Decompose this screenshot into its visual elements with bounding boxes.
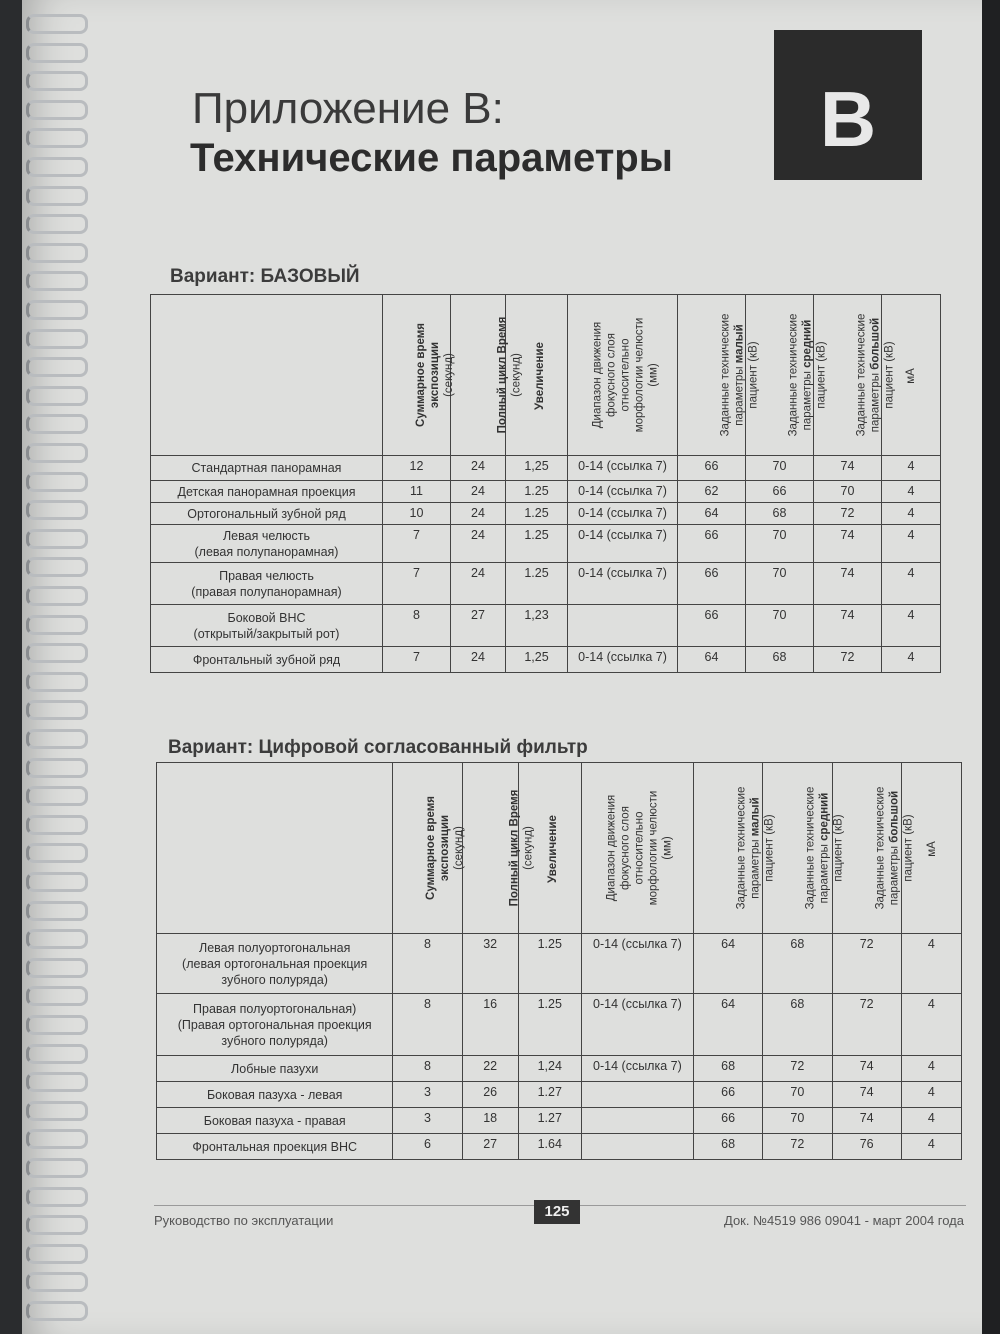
table-row: [157, 994, 962, 1056]
table-cell: [581, 1108, 693, 1134]
row-label-line: Ортогональный зубной ряд: [187, 506, 346, 521]
column-header-line: мА: [925, 840, 938, 857]
column-header-line: Увеличение: [533, 341, 546, 410]
row-label-line: (правая полупанорамная): [191, 584, 342, 599]
column-header-line: пациент (кВ): [883, 341, 896, 409]
spiral-ring: [26, 443, 88, 463]
column-header-line: пациент (кВ): [901, 814, 914, 882]
table-cell: 0-14 (ссылка 7): [568, 503, 678, 525]
column-header-text: [414, 323, 456, 427]
column-header-line: пациент (кВ): [815, 341, 828, 409]
column-header-line: Суммарное время: [425, 796, 438, 900]
table-row: [157, 1134, 962, 1160]
row-label: [151, 503, 383, 525]
table-cell: [568, 605, 678, 647]
column-header-line: параметры средний: [801, 319, 814, 431]
table-cell: 0-14 (ссылка 7): [568, 525, 678, 563]
table-cell: 74: [832, 1108, 901, 1134]
row-label: [157, 994, 393, 1056]
table-cell: 8: [383, 605, 451, 647]
row-label: [157, 934, 393, 994]
spiral-ring: [26, 386, 88, 406]
table-cell: 76: [832, 1134, 901, 1160]
column-header: [693, 763, 776, 934]
table-cell: 1,25: [506, 647, 568, 673]
table-cell: 70: [763, 1108, 832, 1134]
column-header-text: [604, 791, 674, 906]
table-cell: 22: [462, 1056, 518, 1082]
column-header-line: Диапазон движения: [591, 321, 604, 429]
table-row: [151, 647, 941, 673]
column-header-line: (мм): [661, 836, 674, 860]
spiral-ring: [26, 472, 88, 492]
column-header-text: [734, 787, 776, 910]
table-cell: 66: [693, 1082, 762, 1108]
table-row: [157, 934, 962, 994]
table-cell: 24: [451, 503, 506, 525]
table-row: [151, 605, 941, 647]
table-cell: 4: [882, 481, 941, 503]
column-header: [581, 763, 693, 934]
table-cell: 72: [832, 994, 901, 1056]
table-cell: 11: [383, 481, 451, 503]
column-header-line: Полный цикл Время: [496, 316, 509, 434]
row-label: [157, 1082, 393, 1108]
table-row: [151, 525, 941, 563]
table-cell: 27: [451, 605, 506, 647]
table-cell: 1.27: [518, 1082, 581, 1108]
spiral-ring: [26, 1044, 88, 1064]
table-cell: 70: [814, 481, 882, 503]
spiral-ring: [26, 557, 88, 577]
column-header-line: морфологии челюсти: [647, 790, 660, 906]
spiral-ring: [26, 271, 88, 291]
desk-edge: [982, 0, 1000, 1334]
row-label-line: Лобные пазухи: [231, 1061, 319, 1076]
table-cell: 1.64: [518, 1134, 581, 1160]
table-cell: 0-14 (ссылка 7): [568, 456, 678, 481]
table-cell: 68: [763, 934, 832, 994]
table-cell: 7: [383, 563, 451, 605]
row-label-line: Боковая пазуха - правая: [203, 1113, 346, 1128]
table-cell: 32: [462, 934, 518, 994]
column-header-text: [507, 790, 535, 907]
row-label: [151, 525, 383, 563]
spiral-ring: [26, 958, 88, 978]
column-header-line: Заданные технические: [873, 786, 886, 910]
row-label-line: Боковой ВНС: [227, 610, 306, 625]
table-cell: 4: [882, 605, 941, 647]
spiral-ring: [26, 843, 88, 863]
column-header-line: параметры большой: [869, 317, 882, 433]
row-label-line: Детская панорамная проекция: [177, 484, 356, 499]
column-header-line: пациент (кВ): [832, 814, 845, 882]
column-header-line: мА: [904, 367, 917, 384]
table-cell: 0-14 (ссылка 7): [581, 994, 693, 1056]
column-header-line: параметры средний: [818, 792, 831, 904]
row-label-line: Боковая пазуха - левая: [206, 1087, 343, 1102]
spiral-ring: [26, 1129, 88, 1149]
column-header-line: Заданные технические: [804, 786, 817, 910]
spiral-ring: [26, 1015, 88, 1035]
row-label-line: зубного полуряда): [221, 972, 328, 987]
table-cell: 1.25: [518, 934, 581, 994]
table-cell: 26: [462, 1082, 518, 1108]
column-header-text: [546, 815, 560, 883]
table-cell: 66: [678, 605, 746, 647]
column-header-line: Увеличение: [546, 814, 559, 883]
spiral-ring: [26, 414, 88, 434]
row-label-line: (левая ортогональная проекция: [182, 956, 368, 971]
table-cell: 70: [746, 456, 814, 481]
spiral-ring: [26, 1072, 88, 1092]
page-number: 125: [534, 1200, 580, 1224]
spiral-ring: [26, 615, 88, 635]
column-header-text: [424, 796, 466, 900]
row-label-line: зубного полуряда): [221, 1033, 328, 1048]
column-header-line: Суммарное время: [414, 323, 427, 427]
manual-page: [22, 0, 982, 1334]
table-cell: 4: [901, 934, 961, 994]
spiral-ring: [26, 1301, 88, 1321]
column-header-emphasis: средний: [818, 792, 831, 841]
spiral-ring: [26, 214, 88, 234]
spiral-ring: [26, 300, 88, 320]
table-cell: 68: [763, 994, 832, 1056]
spiral-ring: [26, 929, 88, 949]
column-header-line: параметры большой: [887, 790, 900, 906]
table-cell: [581, 1082, 693, 1108]
table-cell: 7: [383, 525, 451, 563]
column-header-line: экспозиции: [439, 814, 452, 882]
column-header-line: параметры малый: [749, 797, 762, 899]
row-label-line: Стандартная панорамная: [191, 461, 342, 475]
table-cell: 70: [746, 525, 814, 563]
table-cell: 8: [393, 1056, 462, 1082]
table-cell: 68: [693, 1056, 762, 1082]
table-cell: 64: [693, 994, 762, 1056]
table-header-row: [151, 295, 941, 456]
table-cell: 72: [763, 1134, 832, 1160]
spiral-ring: [26, 901, 88, 921]
table-cell: 24: [451, 481, 506, 503]
table-cell: 74: [832, 1082, 901, 1108]
spiral-ring: [26, 14, 88, 34]
table-row: [157, 1108, 962, 1134]
row-label-line: Правая полуортогональная): [193, 1001, 357, 1016]
spiral-ring: [26, 71, 88, 91]
table-cell: 1.27: [518, 1108, 581, 1134]
table-cell: 1.25: [506, 525, 568, 563]
column-header-line: относительно: [619, 338, 632, 412]
variant-heading-basic: Вариант: БАЗОВЫЙ: [170, 266, 360, 287]
appendix-tab: B: [774, 30, 922, 180]
column-header-line: Заданные технические: [719, 313, 732, 437]
column-header: [568, 295, 678, 456]
table-cell: 24: [451, 456, 506, 481]
spiral-ring: [26, 1215, 88, 1235]
spiral-ring: [26, 786, 88, 806]
table-cell: 4: [882, 563, 941, 605]
spiral-ring: [26, 586, 88, 606]
table-cell: 0-14 (ссылка 7): [581, 934, 693, 994]
table-cell: 1,23: [506, 605, 568, 647]
table-cell: 66: [693, 1108, 762, 1134]
row-label-line: Левая полуортогональная: [199, 940, 351, 955]
table-cell: 74: [814, 563, 882, 605]
column-header-line: (мм): [647, 363, 660, 387]
table-cell: 3: [393, 1082, 462, 1108]
column-header-line: (секунд): [442, 353, 455, 397]
spiral-ring: [26, 758, 88, 778]
spiral-ring: [26, 243, 88, 263]
spiral-ring: [26, 700, 88, 720]
spec-table-basic: [150, 294, 941, 673]
table-cell: 68: [693, 1134, 762, 1160]
column-header-text: [904, 368, 918, 384]
spiral-ring: [26, 157, 88, 177]
table-row: [157, 1082, 962, 1108]
table-cell: 72: [832, 934, 901, 994]
row-label-line: (Правая ортогональная проекция: [177, 1017, 372, 1032]
table-header-row: [157, 763, 962, 934]
table-cell: 0-14 (ссылка 7): [568, 563, 678, 605]
row-label-line: Левая челюсть: [222, 528, 311, 543]
column-header-line: морфологии челюсти: [633, 317, 646, 433]
column-header-emphasis: малый: [733, 324, 746, 364]
spiral-ring: [26, 872, 88, 892]
row-label: [151, 481, 383, 503]
column-header-line: Заданные технические: [855, 313, 868, 437]
table-cell: 74: [814, 605, 882, 647]
column-header: [678, 295, 760, 456]
spiral-ring: [26, 1187, 88, 1207]
row-label: [157, 1108, 393, 1134]
table-cell: 72: [814, 647, 882, 673]
column-header-line: экспозиции: [428, 341, 441, 409]
table-cell: 66: [746, 481, 814, 503]
table-row: [157, 1056, 962, 1082]
table-cell: 1,24: [518, 1056, 581, 1082]
table-cell: 1,25: [506, 456, 568, 481]
column-header-line: фокусного слоя: [619, 806, 632, 890]
footer-doc-number: Док. №4519 986 09041 - март 2004 года: [724, 1213, 964, 1228]
column-header-blank: [157, 763, 393, 934]
appendix-title: Технические параметры: [190, 136, 673, 180]
table-cell: 18: [462, 1108, 518, 1134]
table-cell: 8: [393, 934, 462, 994]
table-cell: 68: [746, 647, 814, 673]
table-row: [151, 503, 941, 525]
table-row: [151, 563, 941, 605]
column-header-line: Заданные технические: [735, 786, 748, 910]
spiral-ring: [26, 43, 88, 63]
spiral-ring: [26, 1158, 88, 1178]
spiral-ring: [26, 529, 88, 549]
table-cell: 4: [901, 1134, 961, 1160]
column-header: [462, 763, 535, 934]
spiral-ring: [26, 1101, 88, 1121]
column-header-text: [718, 314, 760, 437]
column-header-blank: [151, 295, 383, 456]
table-cell: 68: [746, 503, 814, 525]
spiral-ring: [26, 1244, 88, 1264]
table-cell: 4: [882, 503, 941, 525]
table-cell: 24: [451, 525, 506, 563]
table-cell: 1.25: [518, 994, 581, 1056]
column-header: [393, 763, 466, 934]
column-header-text: [854, 314, 896, 437]
table-cell: 0-14 (ссылка 7): [568, 481, 678, 503]
row-label-line: (открытый/закрытый рот): [193, 626, 340, 641]
spiral-binding: [22, 0, 92, 1334]
table-cell: 62: [678, 481, 746, 503]
table-row: [151, 481, 941, 503]
table-cell: 4: [882, 647, 941, 673]
spiral-ring: [26, 815, 88, 835]
column-header-line: (секунд): [522, 826, 535, 870]
table-cell: 70: [746, 563, 814, 605]
table-cell: 1.25: [506, 503, 568, 525]
column-header-line: фокусного слоя: [605, 333, 618, 417]
table-cell: 74: [814, 525, 882, 563]
table-cell: 10: [383, 503, 451, 525]
table-cell: 4: [901, 994, 961, 1056]
row-label: [151, 605, 383, 647]
spiral-ring: [26, 128, 88, 148]
column-header-line: пациент (кВ): [763, 814, 776, 882]
table-cell: 4: [901, 1056, 961, 1082]
table-cell: 27: [462, 1134, 518, 1160]
table-cell: 70: [763, 1082, 832, 1108]
row-label: [157, 1056, 393, 1082]
table-cell: 7: [383, 647, 451, 673]
table-cell: 12: [383, 456, 451, 481]
table-cell: 64: [678, 647, 746, 673]
table-cell: 4: [901, 1082, 961, 1108]
column-header-emphasis: средний: [801, 319, 814, 368]
column-header: [383, 295, 455, 456]
table-cell: 64: [693, 934, 762, 994]
row-label: [151, 456, 383, 481]
table-row: [151, 456, 941, 481]
table-cell: 74: [832, 1056, 901, 1082]
column-header-text: [495, 317, 523, 434]
spiral-ring: [26, 186, 88, 206]
row-label: [151, 647, 383, 673]
column-header-line: параметры малый: [733, 324, 746, 426]
table-cell: 74: [814, 456, 882, 481]
spiral-ring: [26, 500, 88, 520]
footer-manual-name: Руководство по эксплуатации: [154, 1213, 334, 1228]
table-cell: 1.25: [506, 563, 568, 605]
table-cell: 3: [393, 1108, 462, 1134]
appendix-heading: Приложение В:: [192, 84, 504, 133]
spiral-ring: [26, 643, 88, 663]
table-cell: 70: [746, 605, 814, 647]
column-header-line: Диапазон движения: [605, 794, 618, 902]
row-label-line: Фронтальный зубной ряд: [192, 652, 341, 667]
table-cell: 64: [678, 503, 746, 525]
spiral-ring: [26, 357, 88, 377]
column-header-line: Полный цикл Время: [508, 789, 521, 907]
spec-table-filter: [156, 762, 962, 1160]
column-header-line: относительно: [633, 811, 646, 885]
column-header-emphasis: малый: [749, 797, 762, 837]
column-header-emphasis: большой: [869, 317, 882, 370]
table-cell: 24: [451, 647, 506, 673]
table-cell: 16: [462, 994, 518, 1056]
column-header-text: [804, 787, 846, 910]
table-cell: 8: [393, 994, 462, 1056]
spiral-ring: [26, 986, 88, 1006]
column-header-text: [873, 787, 915, 910]
table-cell: 0-14 (ссылка 7): [568, 647, 678, 673]
column-header-emphasis: большой: [887, 790, 900, 843]
table-cell: 0-14 (ссылка 7): [581, 1056, 693, 1082]
variant-heading-filter: Вариант: Цифровой согласованный фильтр: [168, 737, 588, 758]
column-header-text: [590, 318, 660, 433]
column-header-line: пациент (кВ): [747, 341, 760, 409]
row-label-line: (левая полупанорамная): [194, 544, 339, 559]
table-cell: 66: [678, 525, 746, 563]
spiral-ring: [26, 329, 88, 349]
table-cell: 4: [882, 525, 941, 563]
row-label: [157, 1134, 393, 1160]
column-header-line: (секунд): [453, 826, 466, 870]
row-label-line: Фронтальная проекция ВНС: [192, 1139, 357, 1154]
table-cell: 66: [678, 456, 746, 481]
column-header: [451, 295, 523, 456]
table-cell: 1.25: [506, 481, 568, 503]
spiral-ring: [26, 672, 88, 692]
row-label: [151, 563, 383, 605]
table-cell: 4: [901, 1108, 961, 1134]
row-label-line: Правая челюсть: [219, 568, 314, 583]
table-cell: [581, 1134, 693, 1160]
column-header-text: [924, 841, 938, 857]
column-header-line: Заданные технические: [787, 313, 800, 437]
spiral-ring: [26, 100, 88, 120]
table-cell: 6: [393, 1134, 462, 1160]
column-header-line: (секунд): [510, 353, 523, 397]
column-header-text: [533, 342, 547, 410]
spiral-ring: [26, 729, 88, 749]
column-header-text: [786, 314, 828, 437]
table-cell: 72: [763, 1056, 832, 1082]
table-cell: 24: [451, 563, 506, 605]
table-cell: 66: [678, 563, 746, 605]
spiral-ring: [26, 1272, 88, 1292]
table-cell: 72: [814, 503, 882, 525]
table-cell: 4: [882, 456, 941, 481]
